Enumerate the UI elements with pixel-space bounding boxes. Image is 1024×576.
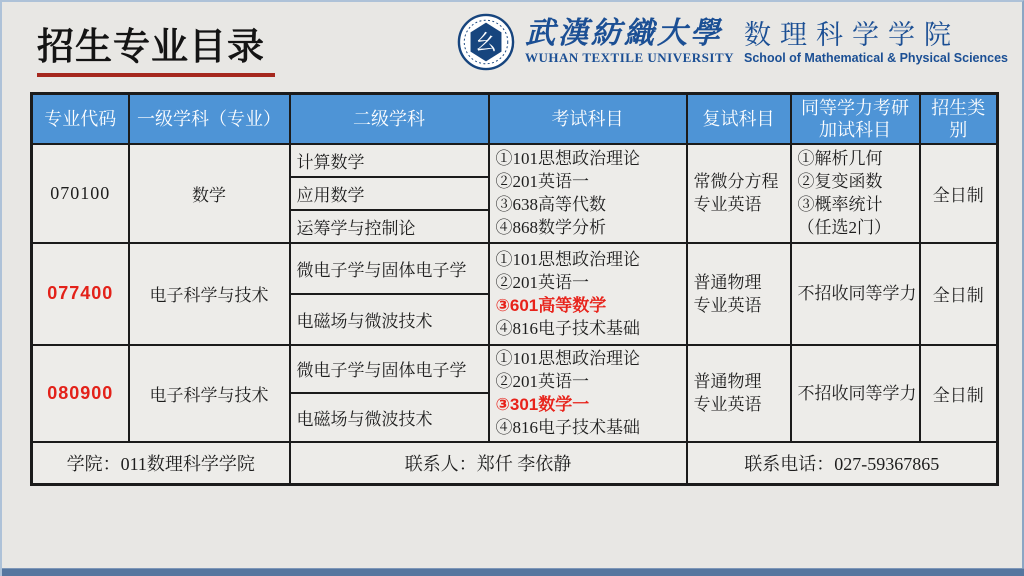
sub-discipline: 电磁场与微波技术 — [290, 294, 489, 345]
table-row — [32, 144, 998, 177]
exam-subject: ②201英语一 — [495, 172, 589, 191]
exam-subject: ④816电子技术基础 — [495, 318, 640, 338]
equivalency-subject: 不招收同等学力 — [797, 284, 917, 303]
school-name-en: School of Mathematical & Physical Sciences — [744, 51, 1008, 65]
university-name-en: WUHAN TEXTILE UNIVERSITY — [525, 50, 735, 65]
university-brand — [457, 10, 1008, 74]
table-row — [32, 345, 998, 393]
equivalency-subject: ③概率统计 — [797, 195, 883, 214]
header-enrollment-category: 招生类别 — [920, 94, 998, 144]
equivalency-subject: ①解析几何 — [797, 149, 883, 168]
program-code: 077400 — [32, 243, 129, 345]
sub-discipline: 电磁场与微波技术 — [290, 393, 489, 442]
exam-subject: ①101思想政治理论 — [495, 149, 640, 168]
university-name — [525, 18, 734, 66]
first-level-discipline: 电子科学与技术 — [129, 345, 290, 442]
university-seal-icon — [457, 13, 515, 71]
exam-subject-highlighted: ③601高等数学 — [495, 295, 607, 315]
equivalency-subjects — [791, 243, 920, 345]
contact-person: 联系人：郑仟 李依静 — [290, 442, 687, 485]
retest-subjects — [687, 243, 791, 345]
admissions-table — [30, 92, 999, 486]
sub-discipline: 微电子学与固体电子学 — [290, 345, 489, 393]
exam-subject: ①101思想政治理论 — [495, 249, 640, 269]
retest-subject: 常微分方程 — [693, 172, 779, 191]
table-header-row — [32, 94, 998, 144]
equivalency-subject: （任选2门） — [797, 218, 891, 237]
header-second-level-discipline: 二级学科 — [290, 94, 489, 144]
exam-subject: ②201英语一 — [495, 372, 589, 391]
svg-text:幺: 幺 — [475, 30, 497, 55]
exam-subject: ④868数学分析 — [495, 218, 606, 237]
header-retest-subjects: 复试科目 — [687, 94, 791, 144]
exam-subject: ③638高等代数 — [495, 195, 606, 214]
exam-subject: ①101思想政治理论 — [495, 349, 640, 368]
title-block — [37, 16, 275, 77]
title-underline — [37, 73, 275, 77]
school-name-cn: 数理科学学院 — [744, 20, 961, 50]
page-title: 招生专业目录 — [37, 26, 265, 67]
contact-phone: 联系电话：027-59367865 — [687, 442, 998, 485]
table-row — [32, 243, 998, 294]
header-exam-subjects: 考试科目 — [489, 94, 687, 144]
header-major-code: 专业代码 — [32, 94, 129, 144]
exam-subject: ④816电子技术基础 — [495, 418, 640, 437]
exam-subjects — [489, 243, 687, 345]
equivalency-subjects — [791, 144, 920, 243]
exam-subjects — [489, 345, 687, 442]
exam-subject: ②201英语一 — [495, 272, 589, 292]
first-level-discipline: 电子科学与技术 — [129, 243, 290, 345]
retest-subjects — [687, 345, 791, 442]
equivalency-subjects — [791, 345, 920, 442]
sub-discipline: 微电子学与固体电子学 — [290, 243, 489, 294]
sub-discipline: 应用数学 — [290, 177, 489, 210]
retest-subject: 专业英语 — [693, 395, 762, 414]
header-first-level-discipline: 一级学科（专业） — [129, 94, 290, 144]
admissions-table-wrap — [30, 92, 996, 486]
exam-subjects — [489, 144, 687, 243]
enrollment-category: 全日制 — [920, 243, 998, 345]
retest-subject: 普通物理 — [693, 272, 762, 292]
first-level-discipline: 数学 — [129, 144, 290, 243]
school-name — [744, 19, 1008, 65]
retest-subject: 普通物理 — [693, 372, 762, 391]
retest-subject: 专业英语 — [693, 195, 762, 214]
university-name-cn: 武漢紡織大學 — [525, 17, 724, 50]
college-info: 学院：011数理科学学院 — [32, 442, 290, 485]
table-footer-row — [32, 442, 998, 485]
header-equivalency-subjects: 同等学力考研加试科目 — [791, 94, 920, 144]
equivalency-subject: 不招收同等学力 — [797, 383, 917, 403]
retest-subjects — [687, 144, 791, 243]
sub-discipline: 计算数学 — [290, 144, 489, 177]
exam-subject-highlighted: ③301数学一 — [495, 395, 590, 414]
enrollment-category: 全日制 — [920, 345, 998, 442]
slide-bottom-bar — [2, 568, 1024, 576]
retest-subject: 专业英语 — [693, 295, 762, 315]
program-code: 080900 — [32, 345, 129, 442]
program-code: 070100 — [32, 144, 129, 243]
equivalency-subject: ②复变函数 — [797, 172, 883, 191]
enrollment-category: 全日制 — [920, 144, 998, 243]
sub-discipline: 运筹学与控制论 — [290, 210, 489, 243]
